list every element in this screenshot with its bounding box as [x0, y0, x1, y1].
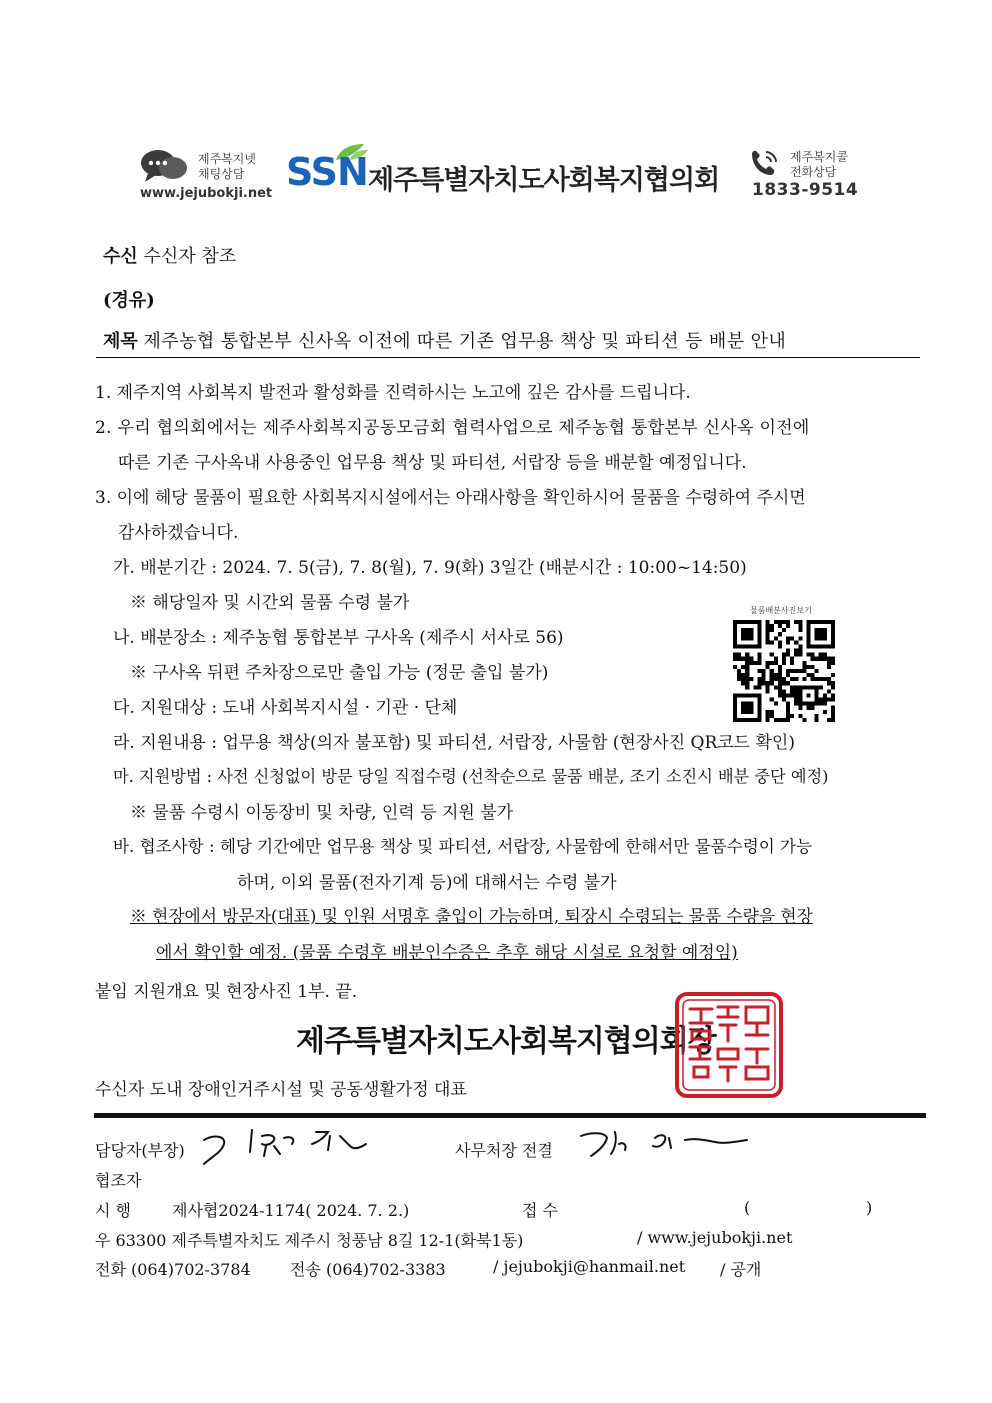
- via-label: (경유): [103, 290, 155, 311]
- subject-label: 제목: [103, 331, 138, 352]
- notice-line-a: ※ 현장에서 방문자(대표) 및 인원 서명후 출입이 가능하며, 퇴장시 수령되는 물품 수량을 현장: [130, 906, 813, 926]
- paragraph-2b: 따른 기존 구사옥내 사용중인 업무용 책상 및 파티션, 서랍장 등을 배분할 예정입니다.: [118, 453, 747, 473]
- item-ma-note: ※ 물품 수령시 이동장비 및 차량, 인력 등 지원 불가: [130, 803, 514, 823]
- item-na-note: ※ 구사옥 뒤편 주차장으로만 출입 가능 (정문 출입 불가): [130, 663, 549, 683]
- title-divider: [96, 357, 920, 358]
- chat-service-label: 제주복지넷: [198, 152, 256, 166]
- recipients-list: 수신자 도내 장애인거주시설 및 공동생활가정 대표: [95, 1080, 467, 1100]
- staff-signature: [200, 1124, 375, 1174]
- telephone-line: 전화 (064)702-3784: [95, 1260, 251, 1279]
- official-seal-stamp: [674, 991, 784, 1099]
- email-link[interactable]: / jejubokji@hanmail.net: [493, 1257, 686, 1276]
- item-ma: 마. 지원방법 : 사전 신청없이 방문 당일 직접수령 (선착순으로 물품 배분, 조기 소진시 배분 중단 예정): [113, 767, 829, 786]
- qr-code[interactable]: [733, 620, 835, 722]
- notice-line-b: 에서 확인할 예정. (물품 수령후 배분인수증은 추후 해당 시설로 요청할 예정임): [156, 943, 738, 963]
- paragraph-3b: 감사하겠습니다.: [118, 523, 239, 543]
- brand-logo: SSN: [286, 150, 368, 194]
- staff-label: 담당자(부장): [95, 1141, 185, 1160]
- subject-value: 제주농협 통합본부 신사옥 이전에 따른 기존 업무용 책상 및 파티션 등 배분 안내: [143, 331, 787, 352]
- item-ba-b: 하며, 이외 물품(전자기계 등)에 대해서는 수령 불가: [237, 873, 617, 893]
- qr-label: 물품배분사진보기: [750, 606, 812, 615]
- receive-paren-open: (: [744, 1198, 751, 1217]
- call-service-sub: 전화상담: [790, 165, 837, 179]
- chief-label: 사무처장 전결: [455, 1141, 553, 1160]
- chat-service-sub: 채팅상담: [198, 167, 245, 181]
- attachment-line: 붙임 지원개요 및 현장사진 1부. 끝.: [95, 982, 358, 1002]
- website-link[interactable]: / www.jejubokji.net: [637, 1228, 793, 1247]
- recipient-label: 수신: [103, 246, 138, 267]
- address-line: 우 63300 제주특별자치도 제주시 청풍남 8길 12-1(화북1동): [95, 1231, 524, 1250]
- receive-label: 접 수: [522, 1201, 558, 1220]
- subject-line: [103, 327, 786, 353]
- call-service-label: 제주복지콜: [790, 150, 848, 164]
- chief-signature: [575, 1124, 755, 1164]
- item-ba-a: 바. 협조사항 : 헤당 기간에만 업무용 책상 및 파티션, 서랍장, 사물함에 한해서만 물품수령이 가능: [113, 837, 813, 856]
- chat-bubble-icon: [140, 148, 190, 186]
- paragraph-3a: 3. 이에 헤당 물품이 필요한 사회복지시설에서는 아래사항을 확인하시어 물품을 수령하여 주시면: [95, 488, 806, 508]
- cooperator-label: 협조자: [95, 1171, 142, 1190]
- fax-line: 전송 (064)702-3383: [290, 1260, 446, 1279]
- header-phone-number: 1833-9514: [752, 180, 859, 200]
- enforce-label: 시 행: [95, 1201, 131, 1220]
- recipient-value: 수신자 참조: [143, 246, 237, 267]
- item-ga: 가. 배분기간 : 2024. 7. 5(금), 7. 8(월), 7. 9(화) 3일간 (배분시간 : 10:00~14:50): [113, 558, 747, 578]
- receive-paren-close: ): [866, 1198, 873, 1217]
- paragraph-1: 1. 제주지역 사회복지 발전과 활성화를 진력하시는 노고에 깊은 감사를 드립니다.: [95, 383, 691, 403]
- footer-divider: [94, 1113, 926, 1118]
- recipient-line: [103, 242, 236, 268]
- signatory-name: 제주특별자치도사회복지협의회장: [296, 1024, 716, 1059]
- item-ga-note: ※ 해당일자 및 시간외 물품 수령 불가: [130, 593, 410, 613]
- item-da: 다. 지원대상 : 도내 사회복지시설 · 기관 · 단체: [113, 698, 458, 718]
- disclosure-label: / 공개: [720, 1260, 762, 1279]
- enforce-value: 제사협2024-1174( 2024. 7. 2.): [172, 1201, 410, 1220]
- item-ra: 라. 지원내용 : 업무용 책상(의자 불포함) 및 파티션, 서랍장, 사물함 (현장사진 QR코드 확인): [113, 733, 795, 753]
- header-url[interactable]: www.jejubokji.net: [140, 186, 273, 201]
- paragraph-2a: 2. 우리 협의회에서는 제주사회복지공동모금회 협력사업으로 제주농협 통합본부 신사옥 이전에: [95, 418, 810, 438]
- organization-name: 제주특별자치도사회복지협의회: [368, 165, 720, 196]
- item-na: 나. 배분장소 : 제주농협 통합본부 구사옥 (제주시 서사로 56): [113, 628, 564, 648]
- phone-icon: [748, 148, 784, 180]
